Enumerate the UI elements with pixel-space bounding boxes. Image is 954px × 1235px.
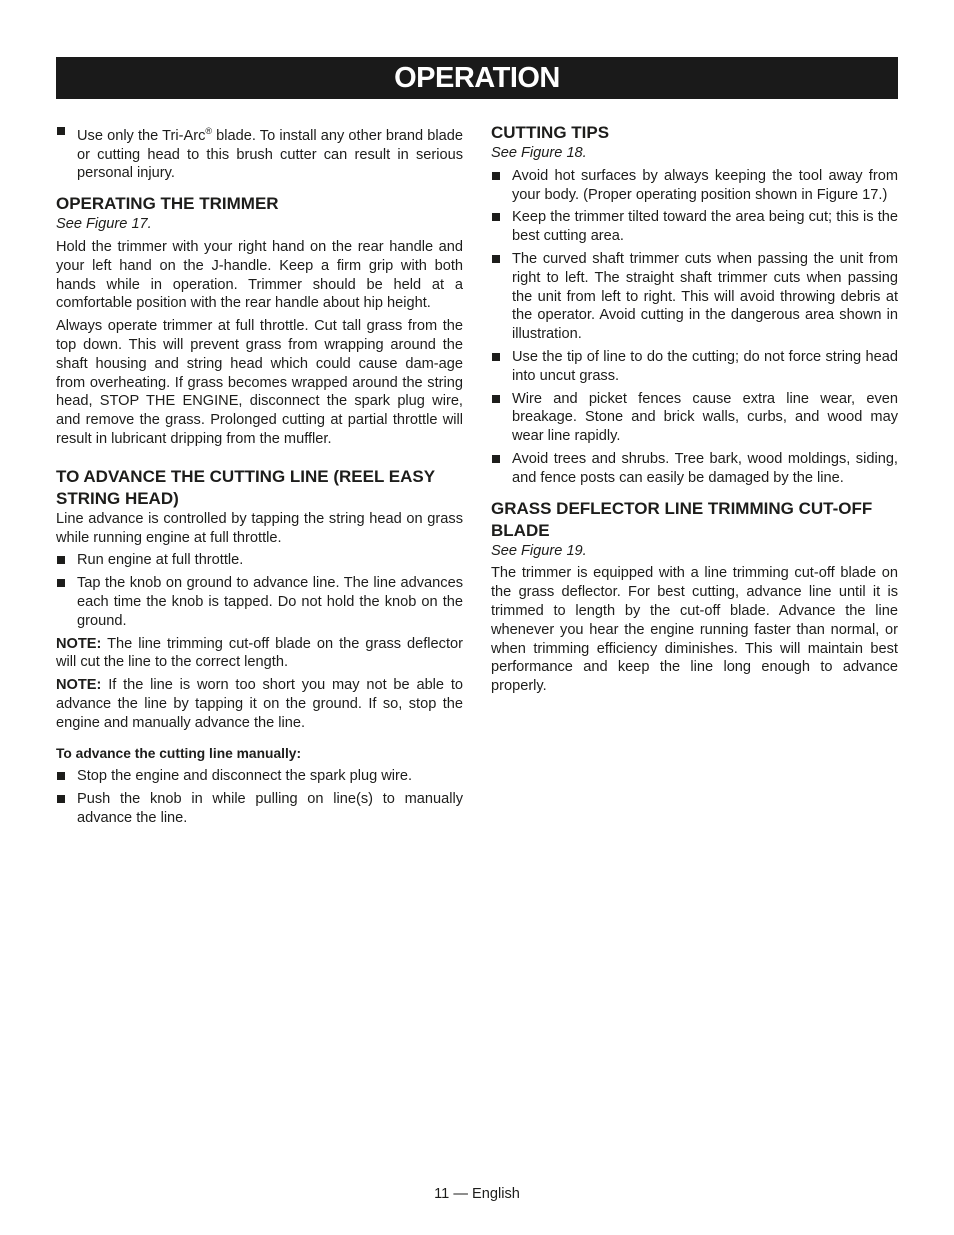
- bullet-square-icon: [57, 795, 65, 803]
- bullet-square-icon: [492, 353, 500, 361]
- right-column: [491, 122, 898, 700]
- left-column: [56, 122, 463, 832]
- list-item: Run engine at full throttle.: [56, 551, 463, 570]
- bullet-square-icon: [57, 772, 65, 780]
- paragraph: Line advance is controlled by tapping the string head on grass while running engine at full throttle.: [56, 510, 463, 546]
- section-heading-operating: OPERATING THE TRIMMER: [56, 194, 279, 214]
- note: NOTE: If the line is worn too short you may not be able to advance the line by tapping it on the ground. If so, stop the engine and manually advance the line.: [56, 677, 463, 731]
- list-item: Push the knob in while pulling on line(s) to manually advance the line.: [56, 790, 463, 828]
- list-item: Wire and picket fences cause extra line wear, even breakage. Stone and brick walls, curbs, and wood may wear line rapidly.: [491, 390, 898, 446]
- list-item: Use only the Tri-Arc® blade. To install any other brand blade or cutting head to this brush cutter can result in serious personal injury.: [56, 122, 463, 183]
- bullet-square-icon: [57, 556, 65, 564]
- list-item: The curved shaft trimmer cuts when passing the unit from right to left. The straight shaft trimmer cuts when passing the unit from left to right. This will avoid throwing debris at the operator. Avoid cutting in the dangerous area shown in illustration.: [491, 250, 898, 344]
- list-item: Stop the engine and disconnect the spark plug wire.: [56, 767, 463, 786]
- list-item: Use the tip of line to do the cutting; do not force string head into uncut grass.: [491, 348, 898, 386]
- list-item: Avoid trees and shrubs. Tree bark, wood moldings, siding, and fence posts can easily be damaged by the line.: [491, 450, 898, 488]
- figure-reference: See Figure 17.: [56, 216, 152, 233]
- bullet-square-icon: [492, 172, 500, 180]
- section-heading-tips: CUTTING TIPS: [491, 123, 610, 142]
- figure-reference: See Figure 18.: [491, 145, 587, 161]
- page-title: OPERATION: [394, 61, 560, 94]
- note: NOTE: The line trimming cut-off blade on the grass deflector will cut the line to the correct length.: [56, 635, 463, 671]
- manual-bullet-list: [56, 767, 463, 827]
- bullet-square-icon: [492, 395, 500, 403]
- bullet-square-icon: [57, 579, 65, 587]
- paragraph: The trimmer is equipped with a line trimming cut-off blade on the grass deflector. For best cutting, advance line until it is trimmed to length by the cut-off blade. Advance the line whenever you hear the engine running faster than normal, or when trimming efficiency diminishes. This will maintain best performance and keep the line long enough to advance properly.: [491, 565, 898, 695]
- list-item: Keep the trimmer tilted toward the area being cut; this is the best cutting area.: [491, 208, 898, 246]
- section-heading-deflector: GRASS DEFLECTOR LINE TRIMMING CUT-OFF BLADE: [491, 498, 873, 540]
- section-heading-advance: TO ADVANCE THE CUTTING LINE (REEL EASY STRING HEAD): [56, 466, 435, 508]
- paragraph: Always operate trimmer at full throttle. Cut tall grass from the top down. This will prevent grass from wrapping around the shaft housing and string head which could cause dam-age from overheating. If grass becomes wrapped around the string head, STOP THE ENGINE, disconnect the spark plug wire, and remove the grass. Prolonged cutting at partial throttle will result in lubricant dripping from the muffler.: [56, 318, 463, 448]
- section-banner: [56, 57, 898, 99]
- list-item: Tap the knob on ground to advance line. The line advances each time the knob is tapped. Do not hold the knob on the ground.: [56, 574, 463, 630]
- figure-reference: See Figure 19.: [491, 542, 587, 559]
- intro-bullet-list: [56, 122, 463, 183]
- bullet-square-icon: [492, 213, 500, 221]
- paragraph: Hold the trimmer with your right hand on the rear handle and your left hand on the J-handle. Keep a firm grip with both hands while in operation. Trimmer should be held at a comfortable position with the rear handle about hip height.: [56, 239, 463, 312]
- list-item: Avoid hot surfaces by always keeping the tool away from your body. (Proper operating position shown in Figure 17.): [491, 167, 898, 205]
- advance-bullet-list: [56, 551, 463, 630]
- bullet-square-icon: [492, 455, 500, 463]
- tips-bullet-list: [491, 167, 898, 488]
- page-footer: 11 — English: [434, 1186, 520, 1202]
- manual-advance-heading: To advance the cutting line manually:: [56, 745, 302, 761]
- bullet-square-icon: [57, 127, 65, 135]
- bullet-square-icon: [492, 255, 500, 263]
